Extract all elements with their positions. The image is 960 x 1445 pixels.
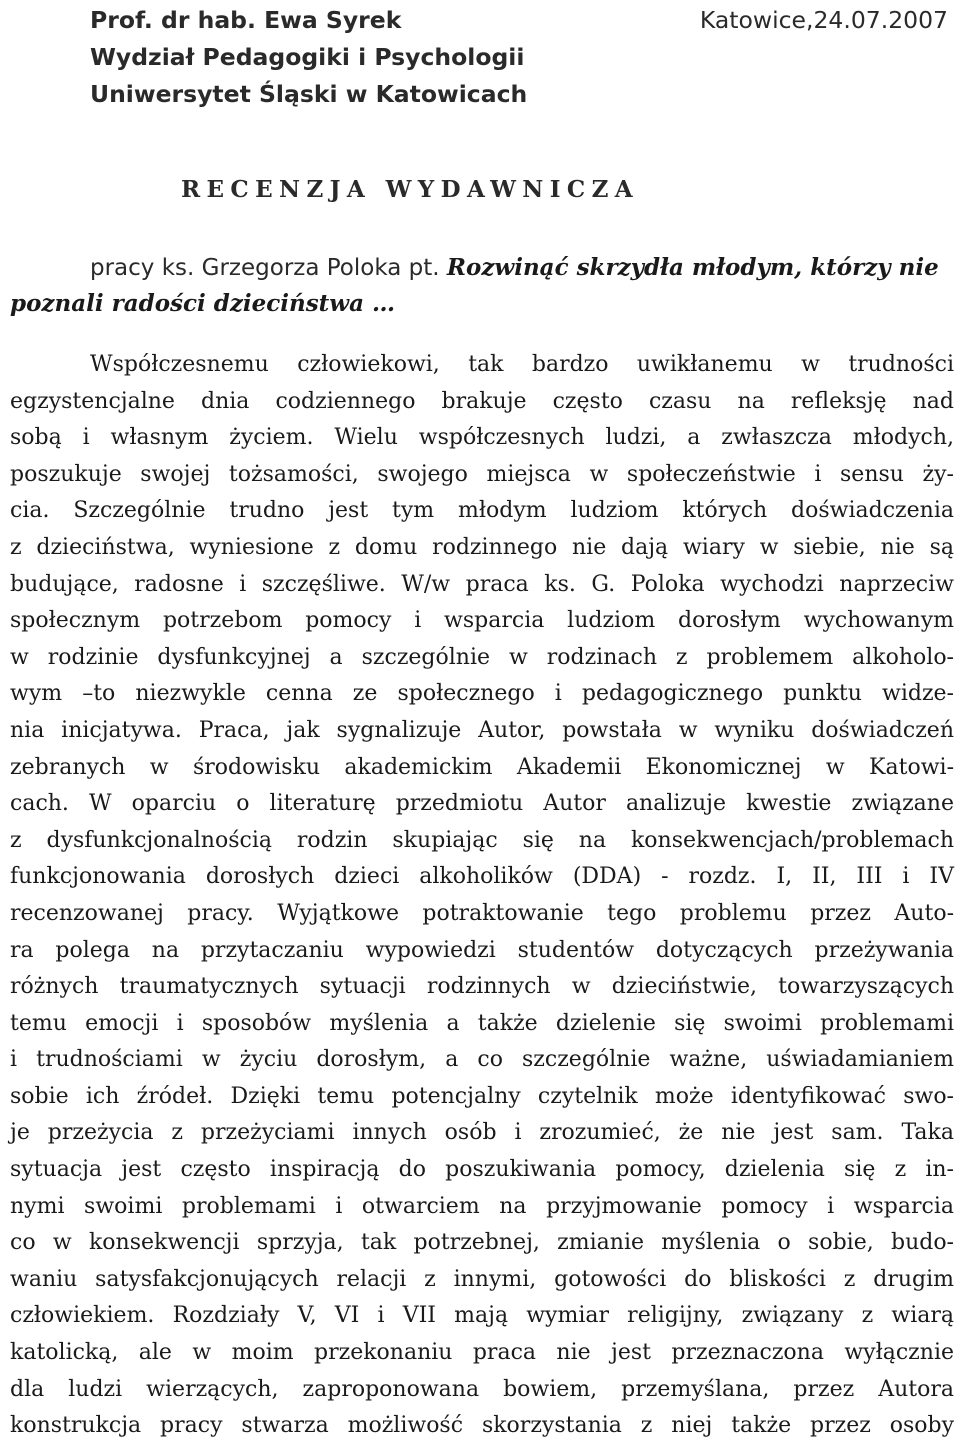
subject-prefix: pracy ks. Grzegorza Poloka pt. [90,255,447,281]
body-line: budujące, radosne i szczęśliwe. W/w praca ks. G. Poloka wychodzi naprzeciw [10,571,954,597]
body-line: nymi swoimi problemami i otwarciem na przyjmowanie pomocy i wsparcia [10,1193,954,1219]
body-line: cach. W oparciu o literaturę przedmiotu Autor analizuje kwestie związane [10,791,954,817]
body-line: dla ludzi wierzących, zaproponowana bowiem, przemyślana, przez Autora [10,1376,954,1402]
author-faculty: Wydział Pedagogiki i Psychologii [90,43,525,71]
body-line: konstrukcja pracy stwarza możliwość skorzystania z niej także przez osoby [10,1413,954,1439]
body-line: różnych traumatycznych sytuacji rodzinnych w dzieciństwie, towarzyszących [10,974,954,1000]
body-line: waniu satysfakcjonujących relacji z innymi, gotowości do bliskości z drugim [10,1266,954,1292]
document-title: RECENZJA WYDAWNICZA [180,176,640,203]
author-university: Uniwersytet Śląski w Katowicach [90,80,528,108]
body-line: je przeżycia z przeżyciami innych osób i zrozumieć, że nie jest sam. Taka [10,1120,954,1146]
book-title-part-2: poznali radości dzieciństwa … [10,290,395,317]
body-line: zebranych w środowisku akademickim Akademii Ekonomicznej w Katowi- [10,754,954,780]
subject-line-2 [10,286,954,322]
body-line: egzystencjalne dnia codziennego brakuje często czasu na refleksję nad [10,388,954,414]
subject-line-1 [10,250,954,286]
body-line: nia inicjatywa. Praca, jak sygnalizuje Autor, powstała w wyniku doświadczeń [10,717,954,743]
body-line: Współczesnemu człowiekowi, tak bardzo uwikłanemu w trudności [90,352,954,377]
letter-header [90,2,948,113]
author-name: Prof. dr hab. Ewa Syrek [90,6,402,34]
body-line: funkcjonowania dorosłych dzieci alkoholików (DDA) - rozdz. I, II, III i IV [10,864,954,890]
body-line: sobie ich źródeł. Dzięki temu potencjalny czytelnik może identyfikować swo- [10,1083,954,1109]
body-line: temu emocji i sposobów myślenia a także dzielenie się swoimi problemami [10,1010,954,1036]
body-line: w rodzinie dysfunkcyjnej a szczególnie w rodzinach z problemem alkoholo- [10,644,954,670]
body-line: z dysfunkcjonalnością rodzin skupiając się na konsekwencjach/problemach [10,827,954,853]
body-line: człowiekiem. Rozdziały V, VI i VII mają wymiar religijny, związany z wiarą [10,1303,954,1329]
body-line: ra polega na przytaczaniu wypowiedzi studentów dotyczących przeżywania [10,937,954,963]
body-line: katolicką, ale w moim przekonaniu praca nie jest przeznaczona wyłącznie [10,1340,954,1366]
body-line: i trudnościami w życiu dorosłym, a co szczególnie ważne, uświadamianiem [10,1047,954,1073]
body-line: sytuacja jest często inspiracją do poszukiwania pomocy, dzielenia się z in- [10,1157,954,1183]
body-line: społecznym potrzebom pomocy i wsparcia ludziom dorosłym wychowanym [10,608,954,634]
body-line: recenzowanej pracy. Wyjątkowe potraktowanie tego problemu przez Auto- [10,900,954,926]
book-title-part-1: Rozwinąć skrzydła młodym, którzy nie [446,254,939,281]
body-line: co w konsekwencji sprzyja, tak potrzebnej, zmianie myślenia o sobie, budo- [10,1230,954,1256]
body-line: z dzieciństwa, wyniesione z domu rodzinnego nie dają wiary w siebie, nie są [10,534,954,560]
body-line: cia. Szczególnie trudno jest tym młodym ludziom których doświadczenia [10,498,954,524]
review-body [10,347,954,1445]
place-date: Katowice,24.07.2007 [699,6,948,34]
body-line: poszukuje swojej tożsamości, swojego miejsca w społeczeństwie i sensu ży- [10,461,954,487]
body-line: wym –to niezwykle cenna ze społecznego i pedagogicznego punktu widze- [10,681,954,707]
body-line: sobą i własnym życiem. Wielu współczesnych ludzi, a zwłaszcza młodych, [10,425,954,451]
review-subject [10,250,954,322]
